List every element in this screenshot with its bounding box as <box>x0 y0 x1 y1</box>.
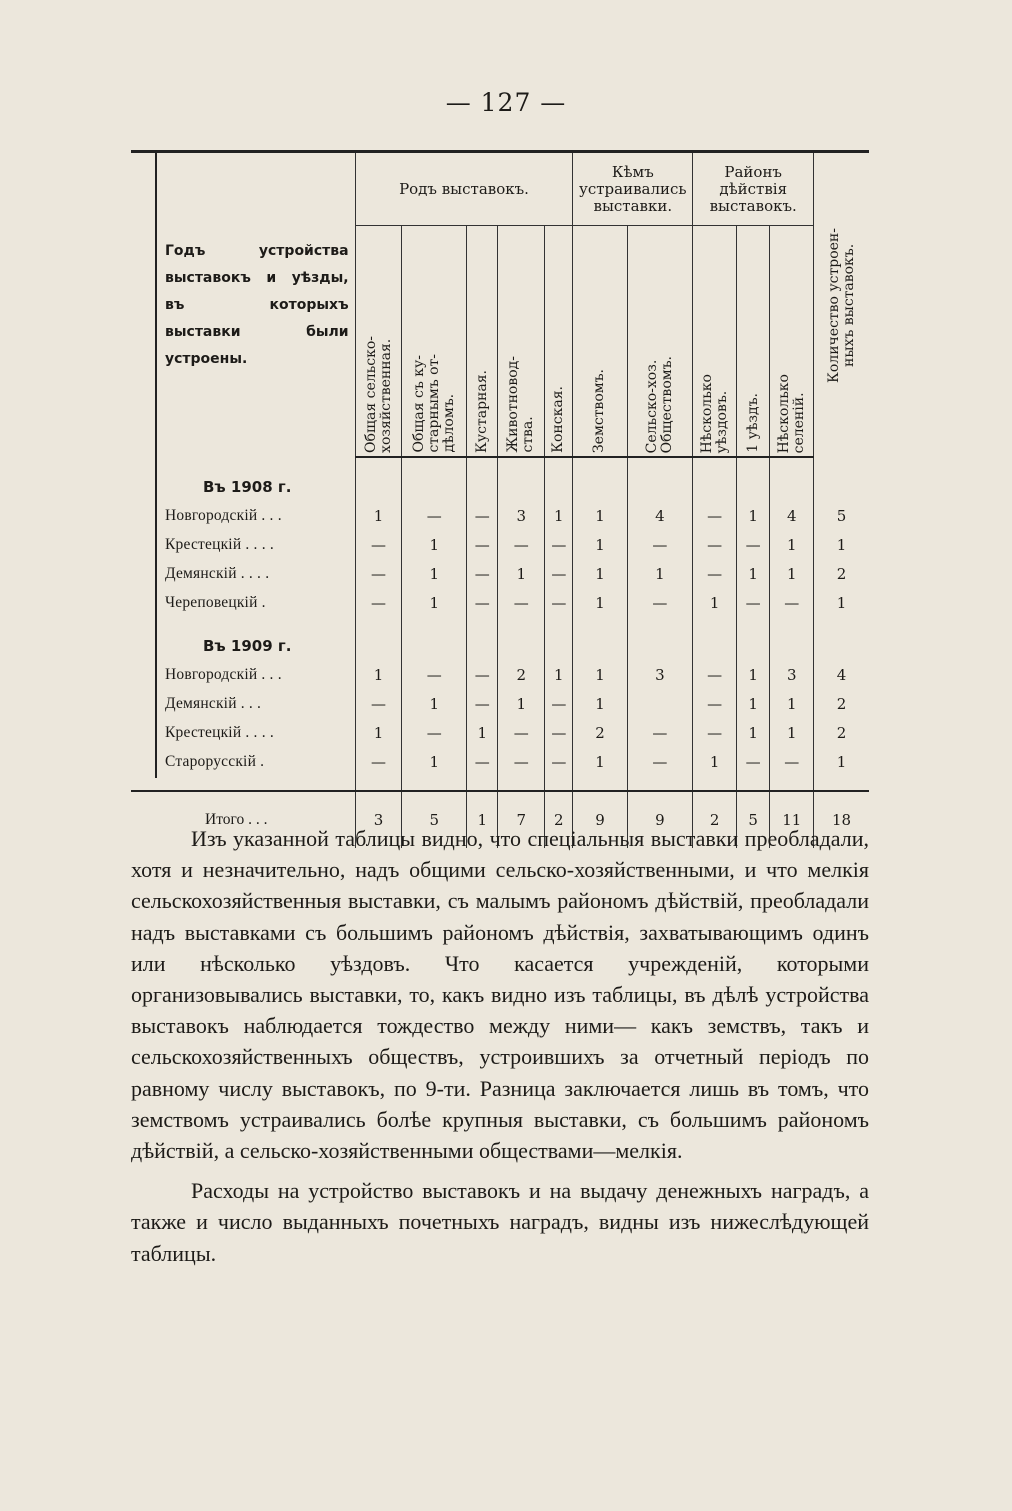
table-cell: 4 <box>814 660 869 689</box>
table-cell: 3 <box>498 501 545 530</box>
table-cell: — <box>737 530 770 559</box>
paragraph: Изъ указанной таблицы видно, что спеціальныя выставки преобладали, хотя и незначительно, надъ общими сельско-хозяйственными, и что мелкія сельскохозяйственныя выставки, съ малымъ райономъ дѣйствій, преобладали надъ выставками съ большимъ райономъ дѣйствія, захватывающимъ одинъ или нѣсколько уѣздовъ. Что касается учрежденій, которыми организовывались выставки, то, какъ видно изъ таблицы, въ дѣлѣ устройства выставокъ наблюдается тождество между ними— какъ земствъ, такъ и сельскохозяйственныхъ обществъ, устроившихъ за отчетный періодъ по равному числу выставокъ, по 9-ти. Разница заключается лишь въ томъ, что земствомъ устраивались болѣе крупныя выставки, съ большимъ райономъ дѣйствій, а сельско-хозяйственными обществами—мелкія. <box>131 826 869 1164</box>
table-cell: 1 <box>737 660 770 689</box>
table-cell: 1 <box>573 660 627 689</box>
spacer-row <box>131 457 869 472</box>
table-cell: 11 <box>770 791 814 848</box>
column-header: Животновод- ства. <box>498 226 545 458</box>
district-label: Крестецкій . . . . <box>131 718 355 747</box>
table-cell: — <box>467 501 498 530</box>
table-cell: 1 <box>355 501 402 530</box>
table-cell: — <box>693 559 737 588</box>
table-cell: — <box>545 718 573 747</box>
table-cell: — <box>545 559 573 588</box>
table-cell: — <box>627 588 693 617</box>
table-row <box>131 588 869 617</box>
table-cell: — <box>467 660 498 689</box>
table-cell: 1 <box>737 501 770 530</box>
body-text <box>131 823 869 1269</box>
table-cell: — <box>693 718 737 747</box>
section-year: Въ 1909 г. <box>131 631 355 660</box>
table-cell: 1 <box>573 588 627 617</box>
table-cell: 2 <box>498 660 545 689</box>
table-cell: 1 <box>573 559 627 588</box>
paragraph: Расходы на устройство выставокъ и на выдачу денежныхъ наградъ, а также и число выданныхъ почетныхъ наградъ, видны изъ нижеслѣдующей таблицы. <box>131 1178 869 1266</box>
table-left-rule <box>155 150 157 778</box>
table-cell: 1 <box>573 501 627 530</box>
table-cell: — <box>498 718 545 747</box>
total-column-header: Количество устроен- ныхъ выставокъ. <box>814 152 869 458</box>
table-cell: — <box>467 747 498 776</box>
table-cell: 1 <box>402 588 467 617</box>
table-cell: 18 <box>814 791 869 848</box>
table-cell: 1 <box>737 559 770 588</box>
table-cell: 1 <box>770 559 814 588</box>
table-cell: — <box>498 747 545 776</box>
spacer-row <box>131 776 869 791</box>
section-year: Въ 1908 г. <box>131 472 355 501</box>
table-row <box>131 718 869 747</box>
table-cell: — <box>770 747 814 776</box>
table-cell: 1 <box>467 791 498 848</box>
table-cell: 1 <box>498 689 545 718</box>
table-row <box>131 530 869 559</box>
table-cell: 1 <box>402 689 467 718</box>
district-label: Демянскій . . . <box>131 689 355 718</box>
table-cell: — <box>355 530 402 559</box>
table-cell: — <box>627 747 693 776</box>
table-cell: — <box>467 588 498 617</box>
table-cell: 1 <box>737 689 770 718</box>
table-cell: 3 <box>770 660 814 689</box>
table-cell: — <box>770 588 814 617</box>
table-cell: — <box>355 559 402 588</box>
table-cell: — <box>545 747 573 776</box>
table-cell: 2 <box>814 559 869 588</box>
table-cell: 1 <box>573 689 627 718</box>
column-header: Нѣсколько селеній. <box>770 226 814 458</box>
spacer-row <box>131 617 869 631</box>
table-cell: 4 <box>627 501 693 530</box>
table-row <box>131 559 869 588</box>
column-header: Общая сельско- хозяйственная. <box>355 226 402 458</box>
table-cell <box>627 689 693 718</box>
table-cell: 5 <box>402 791 467 848</box>
section-row <box>131 472 869 501</box>
table-cell: 1 <box>693 588 737 617</box>
row-header: Годъ устройства выставокъ и уѣзды, въ которыхъ выставки были устроены. <box>131 152 355 458</box>
table-cell: 1 <box>770 689 814 718</box>
table-cell: 1 <box>573 530 627 559</box>
table-cell: 1 <box>573 747 627 776</box>
table-cell: 2 <box>573 718 627 747</box>
table-cell: 2 <box>814 689 869 718</box>
table-cell: — <box>355 747 402 776</box>
table-cell: — <box>467 559 498 588</box>
table-cell: 1 <box>770 530 814 559</box>
table-cell: 1 <box>545 501 573 530</box>
table-cell: — <box>693 689 737 718</box>
table-cell: — <box>627 530 693 559</box>
table-cell: 1 <box>498 559 545 588</box>
table-cell: 1 <box>627 559 693 588</box>
table-cell: — <box>498 530 545 559</box>
group-header-organizer: Кѣмъ устраивались выставки. <box>573 152 693 226</box>
table-cell: 1 <box>737 718 770 747</box>
table-cell: — <box>737 588 770 617</box>
table-cell: — <box>402 660 467 689</box>
table-cell: 5 <box>737 791 770 848</box>
exhibitions-table <box>131 150 869 848</box>
table-cell: — <box>693 660 737 689</box>
district-label: Старорусскій . <box>131 747 355 776</box>
table-cell: 7 <box>498 791 545 848</box>
page-number: — 127 — <box>445 88 567 117</box>
table-row <box>131 501 869 530</box>
table-cell: — <box>545 689 573 718</box>
table-cell: 2 <box>693 791 737 848</box>
table-cell: — <box>402 501 467 530</box>
table-cell: — <box>693 501 737 530</box>
table-cell: 1 <box>770 718 814 747</box>
table-cell: 9 <box>573 791 627 848</box>
table-cell: 2 <box>814 718 869 747</box>
table-cell: 1 <box>814 530 869 559</box>
table-cell: 1 <box>814 747 869 776</box>
district-label: Новгородскій . . . <box>131 660 355 689</box>
group-header-area: Районъ дѣйствія выставокъ. <box>693 152 814 226</box>
column-header: Земствомъ. <box>573 226 627 458</box>
table-cell: 1 <box>545 660 573 689</box>
table-cell: — <box>467 530 498 559</box>
table-cell: 1 <box>814 588 869 617</box>
table-cell: — <box>545 588 573 617</box>
table-cell: — <box>545 530 573 559</box>
table-cell: 1 <box>693 747 737 776</box>
table-cell: — <box>355 689 402 718</box>
column-header: Сельско-хоз. Обществомъ. <box>627 226 693 458</box>
district-label: Новгородскій . . . <box>131 501 355 530</box>
table-cell: 3 <box>355 791 402 848</box>
column-header: Кустарная. <box>467 226 498 458</box>
district-label: Череповецкій . <box>131 588 355 617</box>
table-cell: — <box>498 588 545 617</box>
table-cell: 1 <box>355 718 402 747</box>
district-label: Крестецкій . . . . <box>131 530 355 559</box>
column-header: Нѣсколько уѣздовъ. <box>693 226 737 458</box>
table-cell: — <box>627 718 693 747</box>
table-cell: 1 <box>467 718 498 747</box>
table-row <box>131 747 869 776</box>
column-header: 1 уѣздъ. <box>737 226 770 458</box>
table-cell: 1 <box>402 747 467 776</box>
column-header: Конская. <box>545 226 573 458</box>
table-cell: 5 <box>814 501 869 530</box>
table-cell: — <box>355 588 402 617</box>
table-cell: 9 <box>627 791 693 848</box>
section-row <box>131 631 869 660</box>
table-cell: 4 <box>770 501 814 530</box>
table-cell: — <box>402 718 467 747</box>
table-cell: — <box>693 530 737 559</box>
table-cell: 1 <box>402 559 467 588</box>
table-row <box>131 660 869 689</box>
table-cell: 1 <box>355 660 402 689</box>
column-header: Общая съ ку- старнымъ от- дѣломъ. <box>402 226 467 458</box>
total-label: Итого . . . <box>131 791 355 848</box>
table-cell: — <box>737 747 770 776</box>
district-label: Демянскій . . . . <box>131 559 355 588</box>
table-cell: — <box>467 689 498 718</box>
group-header-kind: Родъ выставокъ. <box>355 152 573 226</box>
table-cell: 3 <box>627 660 693 689</box>
table-cell: 2 <box>545 791 573 848</box>
table-row <box>131 689 869 718</box>
table-cell: 1 <box>402 530 467 559</box>
